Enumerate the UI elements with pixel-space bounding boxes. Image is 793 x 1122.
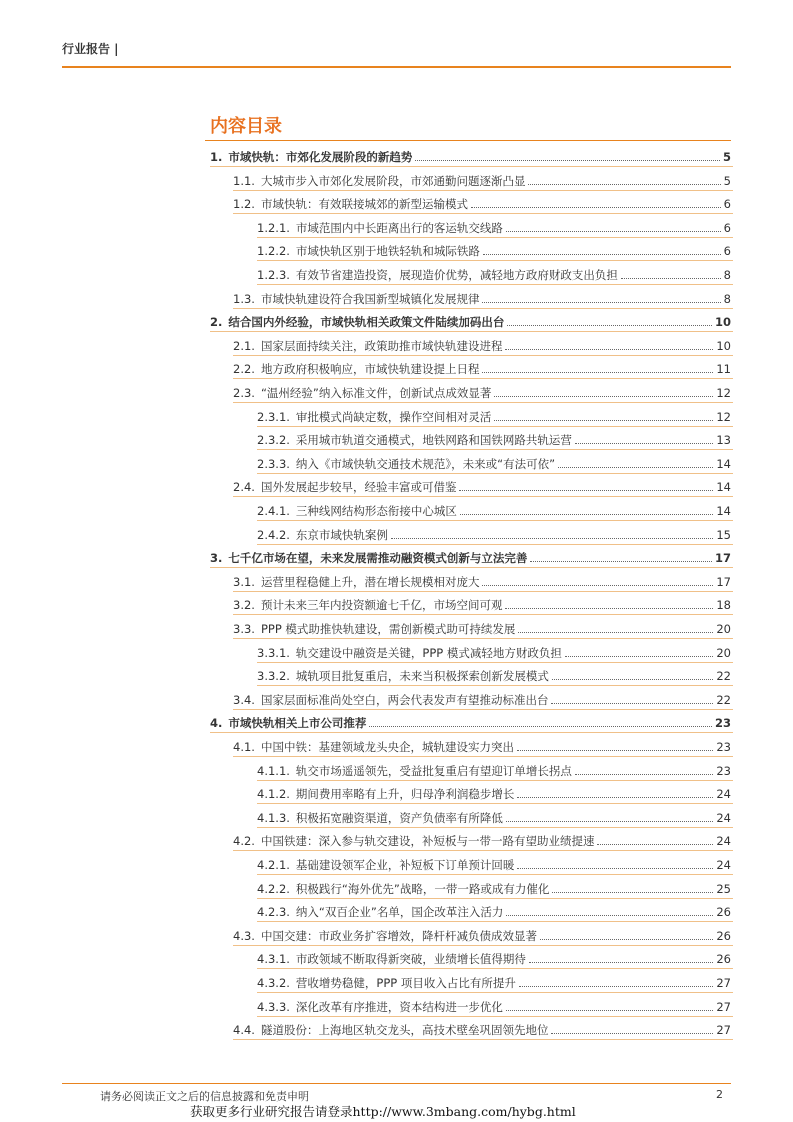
toc-row-separator — [257, 662, 733, 663]
toc-entry-title: 审批模式尚缺定数，操作空间相对灵活 — [295, 409, 492, 424]
toc-entry-page: 6 — [723, 197, 731, 212]
toc-entry-number: 1.2.2. — [257, 244, 290, 259]
toc-entry-title: 七千亿市场在望，未来发展需推动融资模式创新与立法完善 — [228, 551, 528, 566]
toc-leader-dots — [459, 490, 713, 491]
toc-leader-dots — [506, 1010, 713, 1011]
toc-row-separator — [233, 1039, 733, 1040]
toc-entry-page: 10 — [716, 338, 731, 353]
toc-entry-page: 14 — [716, 456, 731, 471]
footer-promo-link[interactable]: 获取更多行业研究报告请登录http://www.3mbang.com/hybg.html — [190, 1104, 576, 1119]
toc-leader-dots — [471, 207, 721, 208]
toc-entry-title: 纳入“双百企业”名单，国企改革注入活力 — [295, 905, 504, 920]
toc-row-separator — [257, 898, 733, 899]
toc-leader-dots — [460, 514, 713, 515]
toc-entry-number: 3.3. — [233, 622, 255, 636]
toc-row-separator — [257, 449, 733, 450]
toc-entry-title: 纳入《市域快轨交通技术规范》，未来或“有法可依” — [295, 456, 556, 471]
toc-entry-title: 东京市域快轨案例 — [295, 527, 388, 542]
toc-entry-page: 20 — [716, 622, 731, 636]
toc-entry-number: 4.3.3. — [257, 999, 290, 1014]
toc-entry[interactable] — [257, 217, 731, 235]
toc-entry-title: 基础建设领军企业，补短板下订单预计回暖 — [295, 858, 515, 872]
toc-entry[interactable] — [233, 736, 731, 754]
toc-entry-title: 市域范围内中长距离出行的客运轨交线路 — [295, 220, 503, 235]
toc-entry[interactable] — [233, 476, 731, 494]
toc-entry-page: 23 — [714, 716, 731, 731]
toc-entry-number: 2.1. — [233, 338, 255, 353]
toc-entry-number: 2. — [210, 315, 223, 330]
toc-entry[interactable] — [233, 193, 731, 211]
toc-entry[interactable] — [257, 972, 731, 990]
toc-entry-title: 营收增势稳健，PPP 项目收入占比有所提升 — [295, 976, 516, 990]
toc-entry-page: 18 — [716, 598, 731, 613]
toc-row-separator — [210, 732, 733, 733]
toc-entry-number: 2.3.1. — [257, 409, 290, 424]
toc-leader-dots — [575, 774, 713, 775]
toc-row-separator — [257, 685, 733, 686]
toc-entry-page: 26 — [716, 952, 731, 967]
report-header-label: 行业报告 | — [62, 42, 119, 56]
toc-entry-number: 4.2.1. — [257, 858, 290, 872]
toc-row-separator — [233, 190, 733, 191]
toc-entry[interactable] — [210, 547, 731, 565]
toc-entry-title: 大城市步入市郊化发展阶段，市郊通勤问题逐渐凸显 — [260, 173, 526, 188]
toc-leader-dots — [506, 915, 713, 916]
toc-leader-dots — [518, 632, 713, 633]
toc-row-separator — [257, 520, 733, 521]
toc-entry[interactable] — [257, 500, 731, 518]
toc-row-separator — [233, 308, 733, 309]
toc-entry-number: 3.4. — [233, 692, 255, 707]
toc-entry-title: 积极践行“海外优先”战略，一带一路或成有力催化 — [295, 881, 550, 896]
toc-row-separator — [233, 709, 733, 710]
toc-row-separator — [257, 260, 733, 261]
toc-entry[interactable] — [257, 240, 731, 258]
footer-disclaimer: 请务必阅读正文之后的信息披露和免责申明 — [100, 1090, 309, 1103]
toc-entry-page: 11 — [716, 362, 731, 377]
toc-entry-page: 27 — [716, 1023, 731, 1038]
toc-entry-page: 17 — [714, 551, 731, 566]
toc-entry-number: 4.2.3. — [257, 905, 290, 920]
toc-leader-dots — [597, 844, 713, 845]
toc-entry-number: 4.2. — [233, 834, 255, 849]
toc-entry-page: 24 — [716, 834, 731, 849]
toc-entry-page: 17 — [716, 574, 731, 589]
toc-entry-page: 26 — [716, 928, 731, 943]
toc-entry[interactable] — [233, 830, 731, 848]
toc-entry-number: 1.2.3. — [257, 268, 290, 282]
toc-entry-title: 中国交建：市政业务扩容增效，降杆杆减负债成效显著 — [260, 928, 537, 943]
toc-row-separator — [257, 921, 733, 922]
toc-entry[interactable] — [257, 642, 731, 660]
toc-leader-dots — [494, 420, 713, 421]
toc-entry-page: 13 — [716, 433, 731, 448]
toc-entry-page: 15 — [716, 527, 731, 542]
toc-leader-dots — [529, 962, 713, 963]
toc-entry[interactable] — [233, 594, 731, 612]
toc-entry-title: 市域快轨：有效联接城郊的新型运输模式 — [260, 197, 468, 212]
toc-leader-dots — [530, 561, 712, 562]
toc-entry-number: 2.2. — [233, 362, 255, 377]
toc-entry-number: 1.2.1. — [257, 220, 290, 235]
toc-leader-dots — [551, 1033, 713, 1034]
toc-leader-dots — [565, 656, 713, 657]
toc-entry-title: 隧道股份：上海地区轨交龙头，高技术壁垒巩固领先地位 — [260, 1023, 549, 1038]
toc-entry-number: 4.3.1. — [257, 952, 290, 967]
toc-entry-title: 预计未来三年内投资额逾七千亿，市场空间可观 — [260, 598, 503, 613]
toc-leader-dots — [552, 892, 713, 893]
toc-entry[interactable] — [257, 901, 731, 919]
toc-leader-dots — [494, 396, 713, 397]
toc-row-separator — [233, 355, 733, 356]
toc-entry[interactable] — [210, 146, 731, 164]
toc-entry[interactable] — [233, 618, 731, 636]
toc-entry[interactable] — [257, 854, 731, 872]
toc-entry[interactable] — [257, 783, 731, 801]
toc-leader-dots — [506, 231, 721, 232]
toc-row-separator — [210, 567, 733, 568]
toc-entry-title: PPP 模式助推快轨建设，需创新模式助可持续发展 — [260, 622, 516, 636]
toc-entry-title: 国外发展起步较早，经验丰富或可借鉴 — [260, 480, 457, 495]
header-divider — [62, 66, 731, 68]
footer-divider — [62, 1083, 731, 1084]
toc-entry-number: 4. — [210, 716, 223, 731]
toc-entry-title: 轨交建设中融资是关键，PPP 模式减轻地方财政负担 — [295, 645, 562, 660]
toc-row-separator — [233, 402, 733, 403]
toc-entry-page: 20 — [716, 645, 731, 660]
toc-row-separator — [257, 426, 733, 427]
toc-entry[interactable] — [257, 453, 731, 471]
toc-row-separator — [233, 213, 733, 214]
toc-entry-title: 中国中铁：基建领域龙头央企，城轨建设实力突出 — [260, 740, 514, 754]
toc-leader-dots — [482, 585, 713, 586]
toc-leader-dots — [552, 679, 713, 680]
toc-row-separator — [233, 756, 733, 757]
toc-row-separator — [257, 237, 733, 238]
toc-entry-page: 12 — [716, 386, 731, 400]
toc-leader-dots — [482, 302, 720, 303]
toc-entry-page: 22 — [716, 669, 731, 684]
toc-entry-page: 22 — [716, 692, 731, 707]
toc-entry[interactable] — [233, 925, 731, 943]
toc-entry[interactable] — [233, 335, 731, 353]
toc-entry-number: 1.2. — [233, 197, 255, 212]
toc-entry-number: 3.2. — [233, 598, 255, 613]
toc-leader-dots — [517, 868, 713, 869]
toc-leader-dots — [551, 703, 713, 704]
toc-entry-page: 8 — [723, 268, 731, 282]
toc-entry-title: 积极拓宽融资渠道，资产负债率有所降低 — [295, 810, 503, 825]
toc-row-separator — [210, 331, 733, 332]
toc-row-separator — [257, 803, 733, 804]
toc-entry[interactable] — [257, 760, 731, 778]
toc-entry-title: 深化改革有序推进，资本结构进一步优化 — [295, 999, 503, 1014]
toc-row-separator — [233, 496, 733, 497]
toc-entry-page: 14 — [716, 480, 731, 495]
toc-entry-title: 城轨项目批复重启，未来当积极探索创新发展模式 — [295, 669, 549, 684]
toc-leader-dots — [519, 986, 713, 987]
toc-entry-page: 5 — [722, 150, 731, 164]
toc-entry-title: 市政领域不断取得新突破，业绩增长值得期待 — [295, 952, 526, 967]
toc-leader-dots — [505, 349, 713, 350]
toc-entry-title: 市域快轨：市郊化发展阶段的新趋势 — [228, 150, 413, 164]
toc-entry-number: 2.4.1. — [257, 504, 290, 518]
toc-row-separator — [233, 850, 733, 851]
toc-entry-page: 23 — [716, 740, 731, 754]
toc-leader-dots — [483, 254, 721, 255]
toc-entry-page: 12 — [716, 409, 731, 424]
toc-entry-title: 三种线网结构形态衔接中心城区 — [295, 504, 457, 518]
toc-entry-number: 4.3. — [233, 928, 255, 943]
toc-leader-dots — [505, 608, 713, 609]
toc-entry[interactable] — [233, 288, 731, 306]
toc-entry-title: 市域快轨建设符合我国新型城镇化发展规律 — [260, 291, 480, 306]
toc-leader-dots — [415, 160, 720, 161]
toc-entry-number: 2.3.3. — [257, 456, 290, 471]
toc-entry[interactable] — [233, 689, 731, 707]
toc-entry-number: 1.1. — [233, 173, 255, 188]
toc-entry-title: 轨交市场遥遥领先，受益批复重启有望迎订单增长拐点 — [295, 763, 572, 778]
toc-entry[interactable] — [233, 358, 731, 376]
toc-row-separator — [233, 638, 733, 639]
toc-row-separator — [233, 614, 733, 615]
toc-entry-title: 运营里程稳健上升，潜在增长规模相对庞大 — [260, 574, 480, 589]
toc-entry-page: 10 — [714, 315, 731, 330]
toc-entry[interactable] — [233, 170, 731, 188]
toc-leader-dots — [507, 325, 712, 326]
toc-entry-page: 6 — [723, 244, 731, 259]
toc-row-separator — [257, 780, 733, 781]
toc-entry[interactable] — [257, 807, 731, 825]
toc-entry-title: 中国铁建：深入参与轨交建设，补短板与一带一路有望助业绩提速 — [260, 834, 595, 849]
toc-leader-dots — [391, 538, 713, 539]
toc-entry-number: 4.2.2. — [257, 881, 290, 896]
toc-row-separator — [233, 591, 733, 592]
toc-entry-title: 地方政府积极响应，市域快轨建设提上日程 — [260, 362, 480, 377]
toc-entry-page: 24 — [716, 858, 731, 872]
toc-entry[interactable] — [257, 429, 731, 447]
toc-entry-number: 3.3.1. — [257, 645, 290, 660]
toc-entry-number: 2.4.2. — [257, 527, 290, 542]
toc-entry-number: 4.1.1. — [257, 763, 290, 778]
toc-row-separator — [257, 968, 733, 969]
toc-entry-title: 国家层面标准尚处空白，两会代表发声有望推动标准出台 — [260, 692, 549, 707]
toc-entry[interactable] — [233, 1019, 731, 1037]
toc-entry-number: 1.3. — [233, 291, 255, 306]
toc-entry-page: 27 — [716, 999, 731, 1014]
toc-entry-page: 14 — [716, 504, 731, 518]
toc-entry-number: 1. — [210, 150, 223, 164]
toc-row-separator — [233, 945, 733, 946]
toc-entry[interactable] — [257, 264, 731, 282]
toc-title-divider — [205, 140, 731, 141]
toc-entry-number: 4.4. — [233, 1023, 255, 1038]
toc-leader-dots — [621, 278, 721, 279]
toc-entry-page: 8 — [723, 291, 731, 306]
toc-row-separator — [210, 166, 733, 167]
toc-row-separator — [257, 1016, 733, 1017]
toc-entry-page: 26 — [716, 905, 731, 920]
toc-entry[interactable] — [257, 878, 731, 896]
page-number: 2 — [716, 1088, 723, 1101]
toc-entry-number: 2.3. — [233, 386, 255, 400]
toc-entry-title: 期间费用率略有上升，归母净利润稳步增长 — [295, 787, 515, 802]
toc-leader-dots — [558, 467, 713, 468]
toc-entry-number: 4.1.2. — [257, 787, 290, 802]
toc-entry-page: 6 — [723, 220, 731, 235]
toc-entry-page: 23 — [716, 763, 731, 778]
toc-entry[interactable] — [210, 712, 731, 730]
toc-row-separator — [233, 378, 733, 379]
toc-leader-dots — [540, 939, 713, 940]
toc-leader-dots — [528, 184, 720, 185]
toc-entry-page: 27 — [716, 976, 731, 990]
toc-entry[interactable] — [257, 524, 731, 542]
toc-row-separator — [257, 827, 733, 828]
toc-entry-page: 24 — [716, 810, 731, 825]
toc-leader-dots — [369, 726, 712, 727]
toc-entry[interactable] — [257, 665, 731, 683]
toc-entry-title: “温州经验”纳入标准文件，创新试点成效显著 — [260, 386, 492, 400]
toc-leader-dots — [517, 797, 713, 798]
toc-entry-title: 采用城市轨道交通模式，地铁网路和国铁网路共轨运营 — [295, 433, 572, 448]
toc-entry-number: 3. — [210, 551, 223, 566]
toc-entry-page: 25 — [716, 881, 731, 896]
toc-entry-title: 市域快轨相关上市公司推荐 — [228, 716, 367, 731]
toc-entry-number: 3.3.2. — [257, 669, 290, 684]
toc-entry-number: 4.3.2. — [257, 976, 290, 990]
toc-entry[interactable] — [233, 571, 731, 589]
toc-title: 内容目录 — [210, 116, 282, 137]
toc-entry-title: 国家层面持续关注，政策助推市域快轨建设进程 — [260, 338, 503, 353]
toc-entry[interactable] — [257, 406, 731, 424]
toc-row-separator — [257, 544, 733, 545]
toc-leader-dots — [506, 821, 713, 822]
toc-entry[interactable] — [233, 382, 731, 400]
toc-entry-page: 5 — [723, 173, 731, 188]
toc-row-separator — [257, 284, 733, 285]
toc-leader-dots — [482, 372, 713, 373]
toc-entry-page: 24 — [716, 787, 731, 802]
toc-entry-number: 2.4. — [233, 480, 255, 495]
toc-entry[interactable] — [257, 948, 731, 966]
toc-entry-number: 4.1.3. — [257, 810, 290, 825]
toc-entry[interactable] — [210, 311, 731, 329]
toc-entry[interactable] — [257, 996, 731, 1014]
toc-entry-title: 结合国内外经验，市域快轨相关政策文件陆续加码出台 — [228, 315, 505, 330]
toc-row-separator — [257, 473, 733, 474]
toc-entry-title: 市域快轨区别于地铁轻轨和城际铁路 — [295, 244, 480, 259]
toc-row-separator — [257, 874, 733, 875]
toc-entry-title: 有效节省建造投资，展现造价优势，减轻地方政府财政支出负担 — [295, 268, 618, 282]
toc-leader-dots — [517, 750, 713, 751]
toc-entry-number: 2.3.2. — [257, 433, 290, 448]
toc-leader-dots — [575, 443, 713, 444]
toc-row-separator — [257, 992, 733, 993]
toc-entry-number: 4.1. — [233, 740, 255, 754]
toc-entry-number: 3.1. — [233, 574, 255, 589]
